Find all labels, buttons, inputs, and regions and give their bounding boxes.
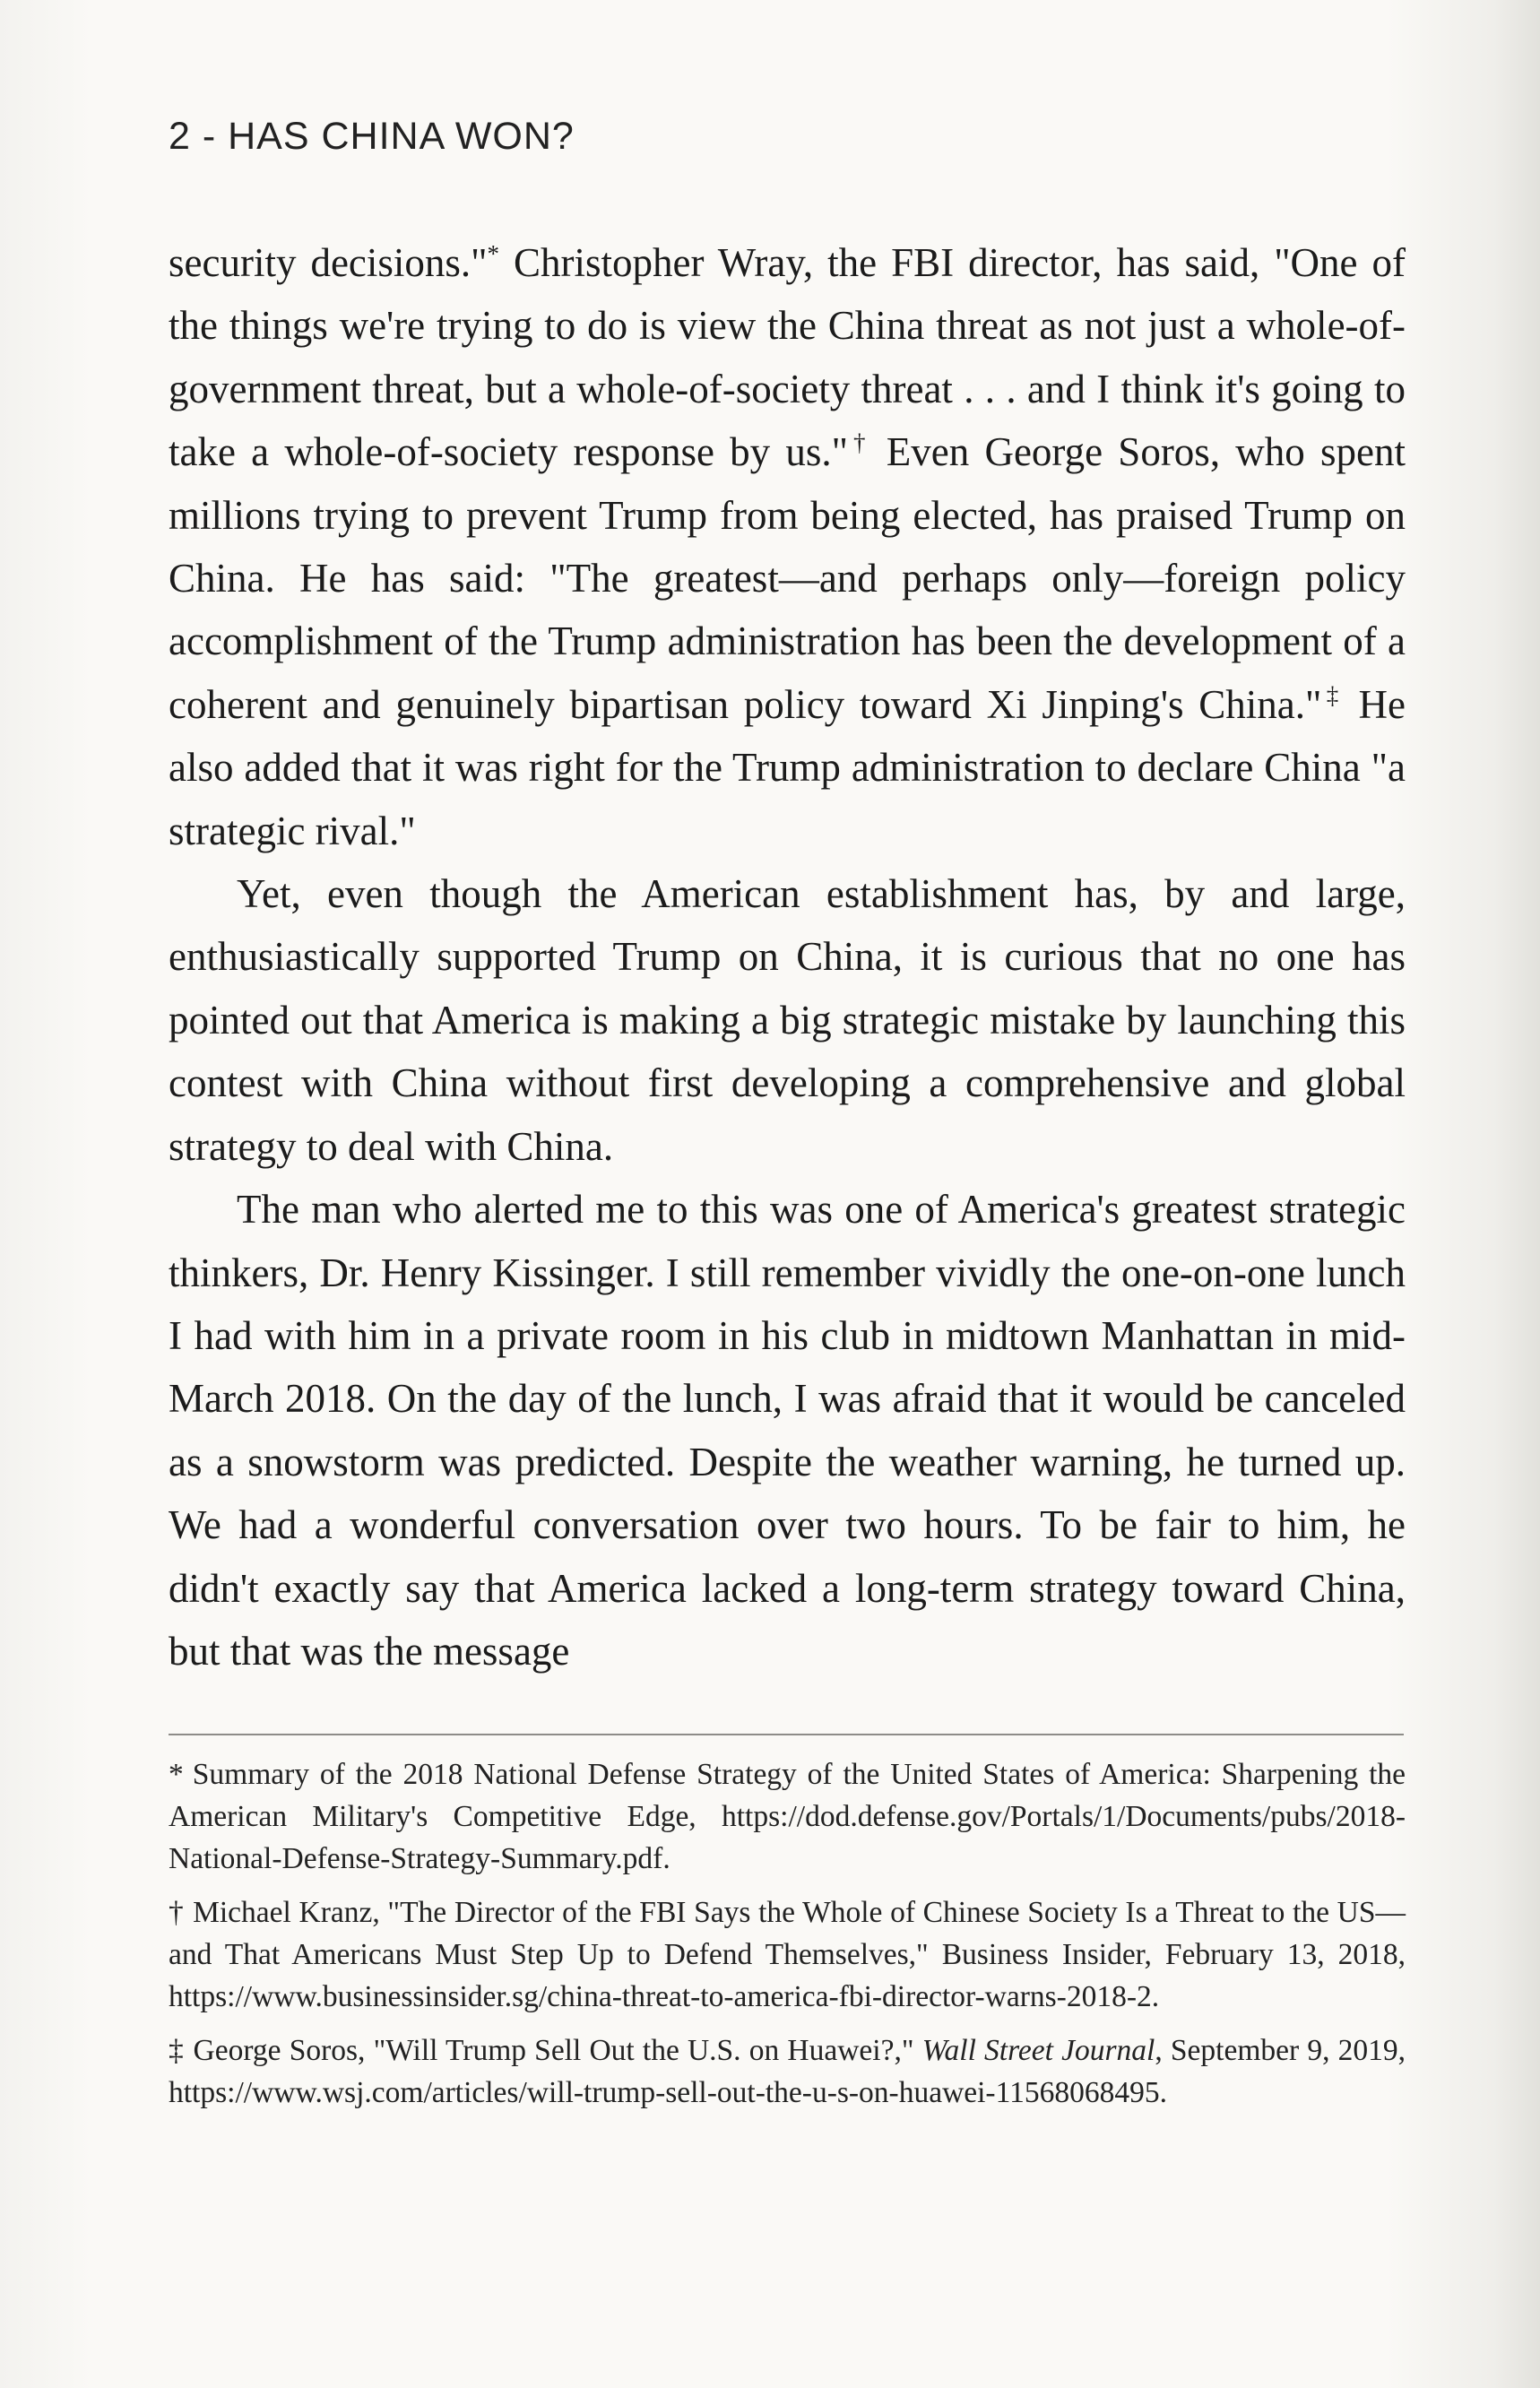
footnote-2-text: Michael Kranz, "The Director of the FBI Says the Whole of Chinese Society Is a Threat to the US—and That Americans Must Step Up to Defend Themselves," Business Insider, February 13, 2018, https://www.businessinsider.sg/china-threat-to-america-fbi-director-warns-2018-2. [169,1896,1406,2013]
footnote-ref-dagger: † [848,429,871,457]
paragraph-1 [169,231,1406,862]
footnote-3-mark: ‡ [169,2034,185,2067]
footnote-2-mark: † [169,1896,185,1929]
footnote-3-text-b: , September 9, 2019, https://www.wsj.com/articles/will-trump-sell-out-the-u-s-on-huawei-11568068495. [169,2034,1406,2109]
paragraph-2: Yet, even though the American establishment has, by and large, enthusiastically supported Trump on China, it is curious that no one has pointed out that America is making a big strategic mistake by launching this contest with China without first developing a comprehensive and global strategy to deal with China. [169,871,1406,1169]
footnote-2 [169,1891,1406,2018]
paragraph-3: The man who alerted me to this was one of America's greatest strategic thinkers, Dr. Henry Kissinger. I still remember vividly the one-on-one lunch I had with him in a private room in his club in midtown Manhattan in mid-March 2018. On the day of the lunch, I was afraid that it would be canceled as a snowstorm was predicted. Despite the weather warning, he turned up. We had a wonderful conversation over two hours. To be fair to him, he didn't exactly say that America lacked a long-term strategy toward China, but that was the message [169,1187,1406,1674]
footnote-3-publication: Wall Street Journal [921,2034,1155,2067]
paragraph-1-text-c: Even George Soros, who spent millions trying to prevent Trump from being elected, has praised Trump on China. He has said: "The greatest—and perhaps only—foreign policy accomplishment of the Trump administration has been the development of a coherent and genuinely bipartisan policy toward Xi Jinping's China." [169,429,1406,727]
footnote-ref-double-dagger: ‡ [1321,681,1344,709]
paragraph-1-text-a: security decisions." [169,240,488,285]
footnote-divider [169,1734,1404,1735]
footnote-3 [169,2029,1406,2114]
footnote-3-text-a: George Soros, "Will Trump Sell Out the U.S. on Huawei?," [193,2034,922,2067]
footnote-1 [169,1753,1406,1880]
paragraph-1-text-d: He also added that it was right for the Trump administration to declare China "a strategic rival." [169,681,1406,853]
body-text [169,231,1406,1683]
footnotes [169,1753,1406,2125]
footnote-ref-asterisk: * [487,240,500,267]
paragraph-1-text-b: Christopher Wray, the FBI director, has said, "One of the things we're trying to do is view the China threat as not just a whole-of-government threat, but a whole-of-society threat . . . and I think it's going to take a whole-of-society response by us." [169,240,1406,475]
running-head: 2 - HAS CHINA WON? [169,115,575,158]
footnote-1-text: Summary of the 2018 National Defense Strategy of the United States of America: Sharpening the American Military's Competitive Edge, https://dod.defense.gov/Portals/1/Documents/pubs/2018-National-Defense-Strategy-Summary.pdf. [169,1758,1406,1875]
footnote-1-mark: * [169,1758,184,1791]
